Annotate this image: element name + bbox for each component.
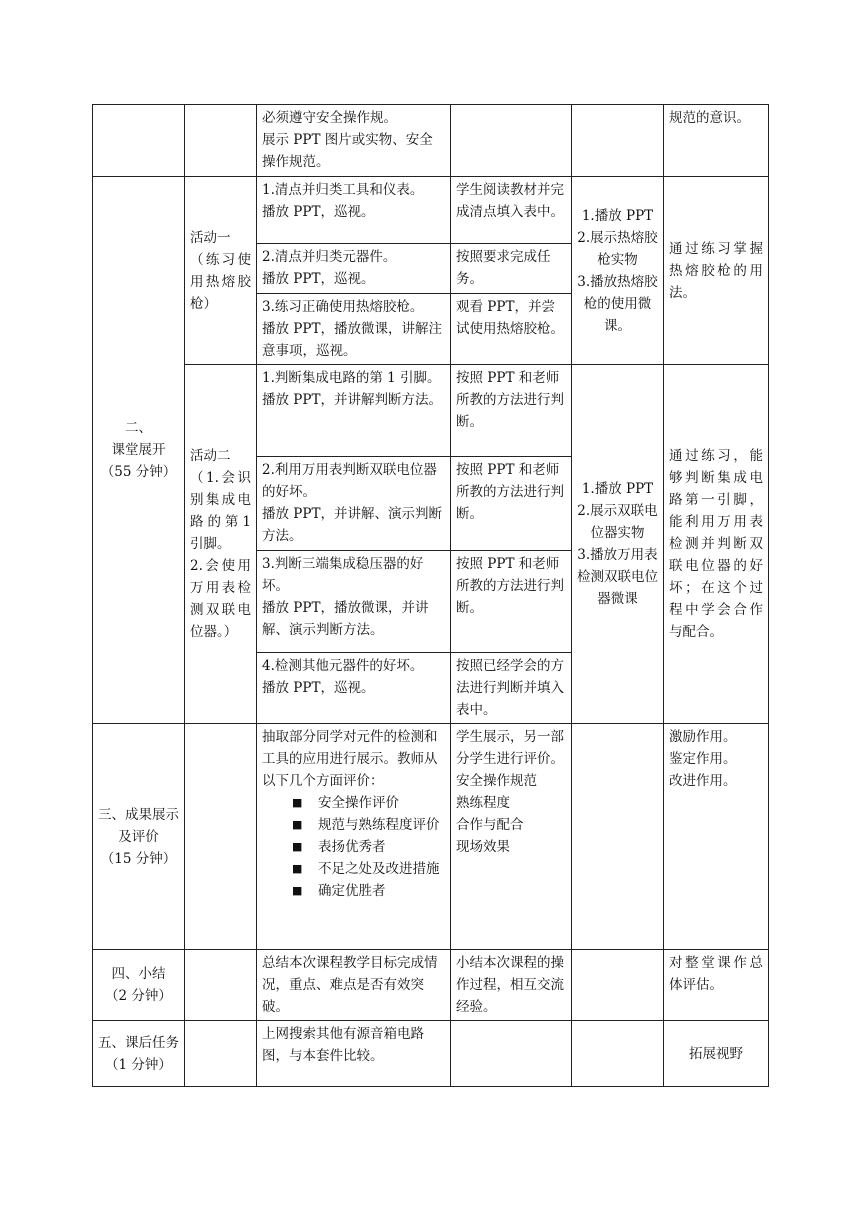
student-activity: 观看 PPT，并尝试使用热熔胶枪。 [451,294,572,365]
table-row [93,950,769,1021]
activity-label: 活动一 （练习使用热熔胶枪） [185,177,257,365]
media-cell-empty [572,105,664,177]
teacher-activity: 1.判断集成电路的第 1 引脚。 播放 PPT，并讲解判断方法。 [257,365,451,457]
list-item: ■ 规范与熟练程度评价 [292,814,445,836]
design-intent: 对整堂课作总体评估。 [664,950,769,1021]
student-activity: 学生展示，另一部分学生进行评价。 安全操作规范 熟练程度 合作与配合 现场效果 [451,724,572,950]
evaluation-criteria-list [262,792,445,902]
student-activity: 小结本次课程的操作过程，相互交流经验。 [451,950,572,1021]
teacher-activity [257,724,451,950]
media-cell-empty [572,1021,664,1087]
teacher-activity: 1.清点并归类工具和仪表。 播放 PPT，巡视。 [257,177,451,244]
media-cell-empty [572,724,664,950]
list-item: ■ 确定优胜者 [292,880,445,902]
design-intent: 拓展视野 [664,1021,769,1087]
student-activity: 按照 PPT 和老师所教的方法进行判断。 [451,551,572,653]
table-row [93,724,769,950]
list-item: ■ 表扬优秀者 [292,836,445,858]
teacher-activity: 3.判断三端集成稳压器的好坏。 播放 PPT，播放微课，并讲解、演示判断方法。 [257,551,451,653]
student-activity: 按照 PPT 和老师所教的方法进行判断。 [451,457,572,551]
stage-label: 二、 课堂展开 （55 分钟） [93,177,185,724]
table-row [93,1021,769,1087]
lesson-plan-table [92,104,769,1087]
stage-label: 三、成果展示及评价 （15 分钟） [93,724,185,950]
student-activity: 按照 PPT 和老师所教的方法进行判断。 [451,365,572,457]
design-intent: 通过练习，能够判断集成电路第一引脚，能利用万用表检测并判断双联电位器的好坏；在这个过程中学会合作与配合。 [664,365,769,724]
teacher-activity: 2.清点并归类元器件。 播放 PPT，巡视。 [257,244,451,294]
table-row [93,177,769,244]
evaluation-intro: 抽取部分同学对元件的检测和工具的应用进行展示。教师从以下几个方面评价： [262,729,438,789]
teacher-activity: 4.检测其他元器件的好坏。 播放 PPT，巡视。 [257,653,451,724]
stage-label: 五、课后任务（1 分钟） [93,1021,185,1087]
student-activity-empty [451,1021,572,1087]
teacher-activity: 3.练习正确使用热熔胶枪。 播放 PPT，播放微课，讲解注意事项，巡视。 [257,294,451,365]
student-activity: 按照要求完成任务。 [451,244,572,294]
activity-cell-empty [185,105,257,177]
activity-label: 活动二 （1.会识别集成电路的第1引脚。 2.会使用万用表检测双联电位器。） [185,365,257,724]
teacher-activity: 上网搜索其他有源音箱电路图，与本套件比较。 [257,1021,451,1087]
activity-cell-empty [185,950,257,1021]
teacher-activity: 总结本次课程教学目标完成情况，重点、难点是否有效突破。 [257,950,451,1021]
teacher-activity: 2.利用万用表判断双联电位器的好坏。 播放 PPT，并讲解、演示判断方法。 [257,457,451,551]
student-activity: 学生阅读教材并完成清点填入表中。 [451,177,572,244]
stage-label: 四、小结 （2 分钟） [93,950,185,1021]
design-intent: 规范的意识。 [664,105,769,177]
teaching-media: 1.播放 PPT 2.展示双联电位器实物 3.播放万用表检测双联电位器微课 [572,365,664,724]
list-item: ■ 不足之处及改进措施 [292,858,445,880]
design-intent: 通过练习掌握热熔胶枪的用法。 [664,177,769,365]
activity-cell-empty [185,1021,257,1087]
activity-cell-empty [185,724,257,950]
table-row [93,365,769,457]
teaching-media: 1.播放 PPT 2.展示热熔胶枪实物 3.播放热熔胶枪的使用微课。 [572,177,664,365]
stage-cell-empty [93,105,185,177]
student-activity: 按照已经学会的方法进行判断并填入表中。 [451,653,572,724]
list-item: ■ 安全操作评价 [292,792,445,814]
design-intent: 激励作用。 鉴定作用。 改进作用。 [664,724,769,950]
teacher-activity: 必须遵守安全操作规。 展示 PPT 图片或实物、安全操作规范。 [257,105,451,177]
media-cell-empty [572,950,664,1021]
student-activity-empty [451,105,572,177]
table-row [93,105,769,177]
